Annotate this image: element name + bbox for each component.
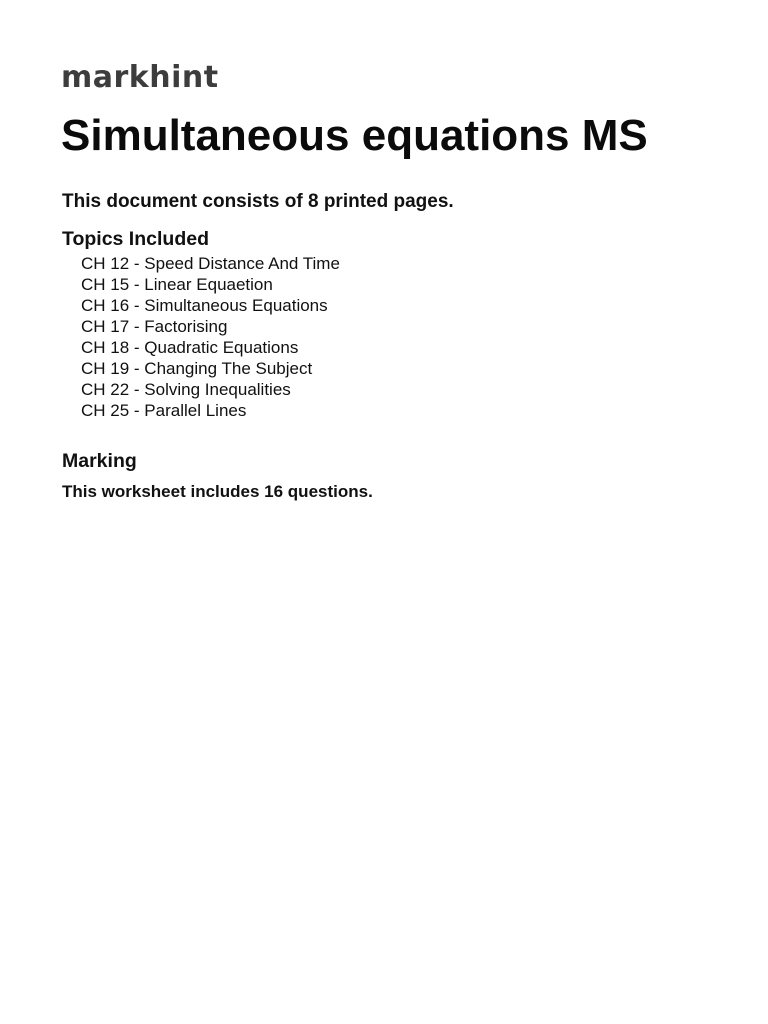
topic-item: CH 19 - Changing The Subject (81, 359, 313, 378)
topic-item: CH 16 - Simultaneous Equations (81, 296, 328, 315)
question-count-note: This worksheet includes 16 questions. (62, 482, 373, 501)
page-count-note: This document consists of 8 printed pages. (62, 191, 454, 212)
markhint-logo: markhint (61, 60, 219, 95)
marking-heading: Marking (62, 450, 137, 472)
topic-item: CH 22 - Solving Inequalities (81, 380, 291, 399)
topic-item: CH 17 - Factorising (81, 317, 228, 336)
topics-list (81, 253, 340, 421)
document-title: Simultaneous equations MS (61, 111, 648, 160)
topics-heading: Topics Included (62, 228, 209, 250)
topic-item: CH 25 - Parallel Lines (81, 401, 247, 420)
topic-item: CH 15 - Linear Equaetion (81, 275, 273, 294)
topic-item: CH 12 - Speed Distance And Time (81, 254, 340, 273)
topic-item: CH 18 - Quadratic Equations (81, 338, 299, 357)
